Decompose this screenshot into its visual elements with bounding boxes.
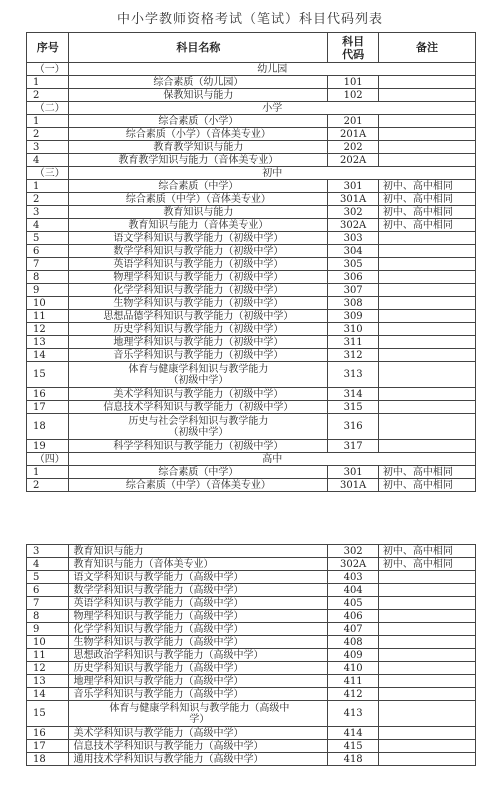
row-number: 1 — [27, 180, 69, 193]
section-name: 小学 — [69, 102, 476, 115]
subject-note — [378, 571, 475, 584]
subject-note — [378, 597, 475, 610]
subject-note — [378, 141, 475, 154]
subject-name-line: 生物学科知识与教学能力（高级中学） — [73, 636, 244, 648]
table-row — [27, 284, 476, 297]
subject-note — [378, 727, 475, 740]
subject-code: 406 — [328, 610, 379, 623]
section-number: （二） — [27, 102, 69, 115]
subject-name — [69, 245, 328, 258]
table-row — [27, 349, 476, 362]
header-name: 科目名称 — [69, 33, 328, 63]
subject-code: 411 — [328, 675, 379, 688]
subject-name-line: 历史学科知识与教学能力（初级中学） — [113, 323, 284, 335]
subject-code: 414 — [328, 727, 379, 740]
subject-name — [69, 362, 328, 388]
row-number: 12 — [27, 323, 69, 336]
table-row — [27, 558, 476, 571]
subject-code: 302A — [328, 219, 379, 232]
subject-note — [378, 649, 475, 662]
subject-code: 102 — [328, 89, 379, 102]
subject-note — [378, 440, 475, 453]
subject-name-line: 教育知识与能力 — [73, 545, 144, 557]
section-row — [27, 63, 476, 76]
subject-name-line: 历史与社会学科知识与教学能力 — [128, 415, 269, 427]
subject-name-line: 信息技术学科知识与教学能力（初级中学） — [103, 401, 294, 413]
subject-note — [378, 584, 475, 597]
section-number: （四） — [27, 453, 69, 466]
row-number: 2 — [27, 193, 69, 206]
subject-note — [378, 284, 475, 297]
subject-code: 305 — [328, 258, 379, 271]
row-number: 18 — [27, 414, 69, 440]
table-row — [27, 401, 476, 414]
table-row — [27, 362, 476, 388]
subject-name-line: 科学学科知识与教学能力（初级中学） — [113, 440, 284, 452]
subject-code: 403 — [328, 571, 379, 584]
row-number: 2 — [27, 479, 69, 492]
subject-note: 初中、高中相同 — [378, 466, 475, 479]
subject-name-line: 教育教学知识与能力 — [153, 141, 244, 153]
subject-name — [69, 740, 328, 753]
row-number: 9 — [27, 284, 69, 297]
table-row — [27, 675, 476, 688]
subject-note — [378, 362, 475, 388]
header-note: 备注 — [378, 33, 475, 63]
subject-name-line: 数学学科知识与教学能力（高级中学） — [73, 584, 244, 596]
row-number: 6 — [27, 584, 69, 597]
subject-note — [378, 740, 475, 753]
subject-name — [69, 688, 328, 701]
table-row — [27, 76, 476, 89]
subject-name-line: 化学学科知识与教学能力（初级中学） — [113, 284, 284, 296]
table-row — [27, 128, 476, 141]
row-number: 13 — [27, 675, 69, 688]
table-row — [27, 597, 476, 610]
table-row — [27, 219, 476, 232]
section-number: （三） — [27, 167, 69, 180]
subject-name-line: 物理学科知识与教学能力（高级中学） — [73, 610, 244, 622]
table-row — [27, 610, 476, 623]
subject-name — [69, 610, 328, 623]
row-number: 7 — [27, 258, 69, 271]
subject-code: 412 — [328, 688, 379, 701]
subject-code: 314 — [328, 388, 379, 401]
subject-name — [69, 258, 328, 271]
subject-code: 201 — [328, 115, 379, 128]
subject-name — [69, 297, 328, 310]
table-row — [27, 466, 476, 479]
row-number: 3 — [27, 545, 69, 558]
subject-name — [69, 154, 328, 167]
subject-note — [378, 753, 475, 766]
subject-code: 408 — [328, 636, 379, 649]
subject-name — [69, 649, 328, 662]
header-code — [328, 33, 379, 63]
subject-code: 301 — [328, 180, 379, 193]
subject-code: 301A — [328, 193, 379, 206]
table-header-row — [27, 33, 476, 63]
subject-name-line: 物理学科知识与教学能力（初级中学） — [113, 271, 284, 283]
row-number: 8 — [27, 271, 69, 284]
subject-name-line: 思想政治学科知识与教学能力（高级中学） — [73, 649, 264, 661]
subject-name-line-2: （初级中学） — [168, 426, 229, 438]
row-number: 3 — [27, 141, 69, 154]
subject-name — [69, 597, 328, 610]
subject-name-line: 体育与健康学科知识与教学能力 — [128, 363, 269, 375]
subject-name-line-2: 学） — [189, 713, 210, 725]
table-row — [27, 271, 476, 284]
subject-name-line: 地理学科知识与教学能力（高级中学） — [73, 675, 244, 687]
subject-code: 415 — [328, 740, 379, 753]
subject-code: 316 — [328, 414, 379, 440]
subject-name-line: 历史学科知识与教学能力（高级中学） — [73, 662, 244, 674]
table-row — [27, 623, 476, 636]
subject-name-line: 思想品德学科知识与教学能力（初级中学） — [103, 310, 294, 322]
subject-name-line: 生物学科知识与教学能力（初级中学） — [113, 297, 284, 309]
table-row — [27, 701, 476, 727]
header-num: 序号 — [27, 33, 69, 63]
table-row — [27, 662, 476, 675]
table-row — [27, 740, 476, 753]
subject-name — [69, 571, 328, 584]
subject-note — [378, 401, 475, 414]
subject-code: 302A — [328, 558, 379, 571]
subject-name-line: 美术学科知识与教学能力（初级中学） — [113, 388, 284, 400]
row-number: 14 — [27, 688, 69, 701]
table-row — [27, 571, 476, 584]
subject-note — [378, 349, 475, 362]
subject-code: 306 — [328, 271, 379, 284]
subject-name — [69, 584, 328, 597]
subject-code: 303 — [328, 232, 379, 245]
subject-note — [378, 245, 475, 258]
subject-name — [69, 336, 328, 349]
subject-note — [378, 271, 475, 284]
row-number: 5 — [27, 571, 69, 584]
row-number: 2 — [27, 89, 69, 102]
subject-note — [378, 115, 475, 128]
table-row — [27, 479, 476, 492]
subject-name-line: 综合素质（幼儿园） — [153, 76, 244, 88]
table-row — [27, 649, 476, 662]
row-number: 16 — [27, 727, 69, 740]
subject-note — [378, 688, 475, 701]
subject-code: 302 — [328, 206, 379, 219]
subject-name-line: 音乐学科知识与教学能力（高级中学） — [73, 688, 244, 700]
subject-name — [69, 401, 328, 414]
row-number: 15 — [27, 701, 69, 727]
row-number: 14 — [27, 349, 69, 362]
subject-name-line: 综合素质（小学）（音体美专业） — [125, 128, 271, 140]
subject-name-line: 英语学科知识与教学能力（高级中学） — [73, 597, 244, 609]
subject-name-line: 综合素质（中学）（音体美专业） — [125, 479, 271, 491]
section-name: 幼儿园 — [69, 63, 476, 76]
table-row — [27, 388, 476, 401]
subject-name — [69, 128, 328, 141]
subject-code: 307 — [328, 284, 379, 297]
subject-code: 311 — [328, 336, 379, 349]
section-number: （一） — [27, 63, 69, 76]
subject-note — [378, 89, 475, 102]
subject-name — [69, 701, 328, 727]
table-row — [27, 688, 476, 701]
subject-note — [378, 675, 475, 688]
row-number: 17 — [27, 401, 69, 414]
subject-name-line: 英语学科知识与教学能力（初级中学） — [113, 258, 284, 270]
subject-name-line: 教育知识与能力（音体美专业） — [128, 219, 269, 231]
subject-code: 313 — [328, 362, 379, 388]
subject-name — [69, 414, 328, 440]
subject-note: 初中、高中相同 — [378, 545, 475, 558]
subject-name-line: 综合素质（中学） — [158, 466, 239, 478]
subject-code: 312 — [328, 349, 379, 362]
row-number: 19 — [27, 440, 69, 453]
subject-name — [69, 310, 328, 323]
row-number: 4 — [27, 558, 69, 571]
subject-note: 初中、高中相同 — [378, 206, 475, 219]
row-number: 9 — [27, 623, 69, 636]
subject-note — [378, 310, 475, 323]
table-row — [27, 323, 476, 336]
subject-note: 初中、高中相同 — [378, 193, 475, 206]
subject-name — [69, 232, 328, 245]
row-number: 16 — [27, 388, 69, 401]
subject-code: 201A — [328, 128, 379, 141]
subject-name — [69, 76, 328, 89]
subject-code: 409 — [328, 649, 379, 662]
subject-name-line: 信息技术学科知识与教学能力（高级中学） — [73, 740, 264, 752]
subject-note — [378, 258, 475, 271]
subject-name — [69, 115, 328, 128]
subject-name — [69, 727, 328, 740]
row-number: 1 — [27, 115, 69, 128]
table-row — [27, 297, 476, 310]
subject-code: 301 — [328, 466, 379, 479]
subject-name — [69, 479, 328, 492]
row-number: 15 — [27, 362, 69, 388]
row-number: 8 — [27, 610, 69, 623]
row-number: 13 — [27, 336, 69, 349]
subject-code: 315 — [328, 401, 379, 414]
subject-name — [69, 206, 328, 219]
table-row — [27, 141, 476, 154]
subject-name-line: 保教知识与能力 — [163, 89, 234, 101]
subject-note — [378, 623, 475, 636]
subject-name-line: 综合素质（中学）（音体美专业） — [125, 193, 271, 205]
subject-note — [378, 154, 475, 167]
table-row — [27, 545, 476, 558]
table-row — [27, 336, 476, 349]
table-row — [27, 206, 476, 219]
subject-name — [69, 284, 328, 297]
subject-name-line: 教育知识与能力（音体美专业） — [73, 558, 214, 570]
row-number: 7 — [27, 597, 69, 610]
subject-name-line: 教育知识与能力 — [163, 206, 234, 218]
table-row — [27, 193, 476, 206]
subject-name-line: 数学学科知识与教学能力（初级中学） — [113, 245, 284, 257]
subject-code: 418 — [328, 753, 379, 766]
subject-name-line: 化学学科知识与教学能力（高级中学） — [73, 623, 244, 635]
header-code-text: 科目代码 — [342, 34, 365, 61]
subject-note — [378, 128, 475, 141]
document-title: 中小学教师资格考试（笔试）科目代码列表 — [116, 12, 383, 27]
subject-note — [378, 297, 475, 310]
table-row — [27, 245, 476, 258]
subject-name — [69, 271, 328, 284]
subject-name — [69, 89, 328, 102]
row-number: 3 — [27, 206, 69, 219]
subject-name — [69, 440, 328, 453]
row-number: 1 — [27, 466, 69, 479]
section-name: 初中 — [69, 167, 476, 180]
table-row — [27, 414, 476, 440]
row-number: 10 — [27, 636, 69, 649]
table-row — [27, 115, 476, 128]
subject-name — [69, 141, 328, 154]
subject-note — [378, 76, 475, 89]
subject-code: 301A — [328, 479, 379, 492]
subject-code: 302 — [328, 545, 379, 558]
subject-code: 405 — [328, 597, 379, 610]
row-number: 10 — [27, 297, 69, 310]
subject-name — [69, 558, 328, 571]
row-number: 11 — [27, 649, 69, 662]
row-number: 5 — [27, 232, 69, 245]
table-row — [27, 727, 476, 740]
subject-code: 101 — [328, 76, 379, 89]
table-row — [27, 310, 476, 323]
subject-note: 初中、高中相同 — [378, 180, 475, 193]
subject-code-table-part-2 — [26, 544, 476, 766]
subject-note — [378, 336, 475, 349]
table-row — [27, 154, 476, 167]
subject-code-table-part-1 — [26, 32, 476, 492]
subject-name-line-2: （初级中学） — [168, 374, 229, 386]
subject-code: 407 — [328, 623, 379, 636]
row-number: 4 — [27, 219, 69, 232]
subject-note: 初中、高中相同 — [378, 219, 475, 232]
row-number: 6 — [27, 245, 69, 258]
subject-note — [378, 414, 475, 440]
subject-name-line: 地理学科知识与教学能力（初级中学） — [113, 336, 284, 348]
subject-name — [69, 349, 328, 362]
subject-name-line: 教育教学知识与能力（音体美专业） — [118, 154, 279, 166]
subject-name — [69, 466, 328, 479]
subject-note — [378, 388, 475, 401]
table-row — [27, 180, 476, 193]
subject-code: 310 — [328, 323, 379, 336]
section-row — [27, 167, 476, 180]
row-number: 12 — [27, 662, 69, 675]
subject-code: 202 — [328, 141, 379, 154]
subject-name-line: 通用技术学科知识与教学能力（高级中学） — [73, 753, 264, 765]
row-number: 11 — [27, 310, 69, 323]
subject-name — [69, 662, 328, 675]
subject-note — [378, 323, 475, 336]
table-row — [27, 89, 476, 102]
table-row — [27, 584, 476, 597]
subject-name-line: 综合素质（小学） — [158, 115, 239, 127]
row-number: 17 — [27, 740, 69, 753]
subject-code: 308 — [328, 297, 379, 310]
subject-name — [69, 753, 328, 766]
subject-note — [378, 636, 475, 649]
subject-name-line: 体育与健康学科知识与教学能力（高级中 — [109, 702, 290, 714]
table-row — [27, 753, 476, 766]
subject-name-line: 音乐学科知识与教学能力（初级中学） — [113, 349, 284, 361]
subject-name-line: 美术学科知识与教学能力（高级中学） — [73, 727, 244, 739]
table-row — [27, 636, 476, 649]
subject-name — [69, 545, 328, 558]
table-row — [27, 232, 476, 245]
subject-name-line: 语文学科知识与教学能力（初级中学） — [113, 232, 284, 244]
subject-note — [378, 662, 475, 675]
table-row — [27, 258, 476, 271]
subject-code: 404 — [328, 584, 379, 597]
section-row — [27, 102, 476, 115]
row-number: 1 — [27, 76, 69, 89]
subject-name — [69, 388, 328, 401]
row-number: 18 — [27, 753, 69, 766]
subject-code: 317 — [328, 440, 379, 453]
subject-code: 304 — [328, 245, 379, 258]
subject-note — [378, 610, 475, 623]
subject-name — [69, 623, 328, 636]
subject-note — [378, 232, 475, 245]
subject-note: 初中、高中相同 — [378, 558, 475, 571]
row-number: 2 — [27, 128, 69, 141]
table-row — [27, 440, 476, 453]
subject-name — [69, 323, 328, 336]
subject-code: 309 — [328, 310, 379, 323]
subject-name — [69, 675, 328, 688]
row-number: 4 — [27, 154, 69, 167]
subject-code: 202A — [328, 154, 379, 167]
subject-name — [69, 636, 328, 649]
subject-name-line: 语文学科知识与教学能力（高级中学） — [73, 571, 244, 583]
subject-name — [69, 193, 328, 206]
section-name: 高中 — [69, 453, 476, 466]
subject-note: 初中、高中相同 — [378, 479, 475, 492]
subject-code: 413 — [328, 701, 379, 727]
section-row — [27, 453, 476, 466]
subject-code: 410 — [328, 662, 379, 675]
subject-note — [378, 701, 475, 727]
subject-name-line: 综合素质（中学） — [158, 180, 239, 192]
subject-name — [69, 219, 328, 232]
subject-name — [69, 180, 328, 193]
